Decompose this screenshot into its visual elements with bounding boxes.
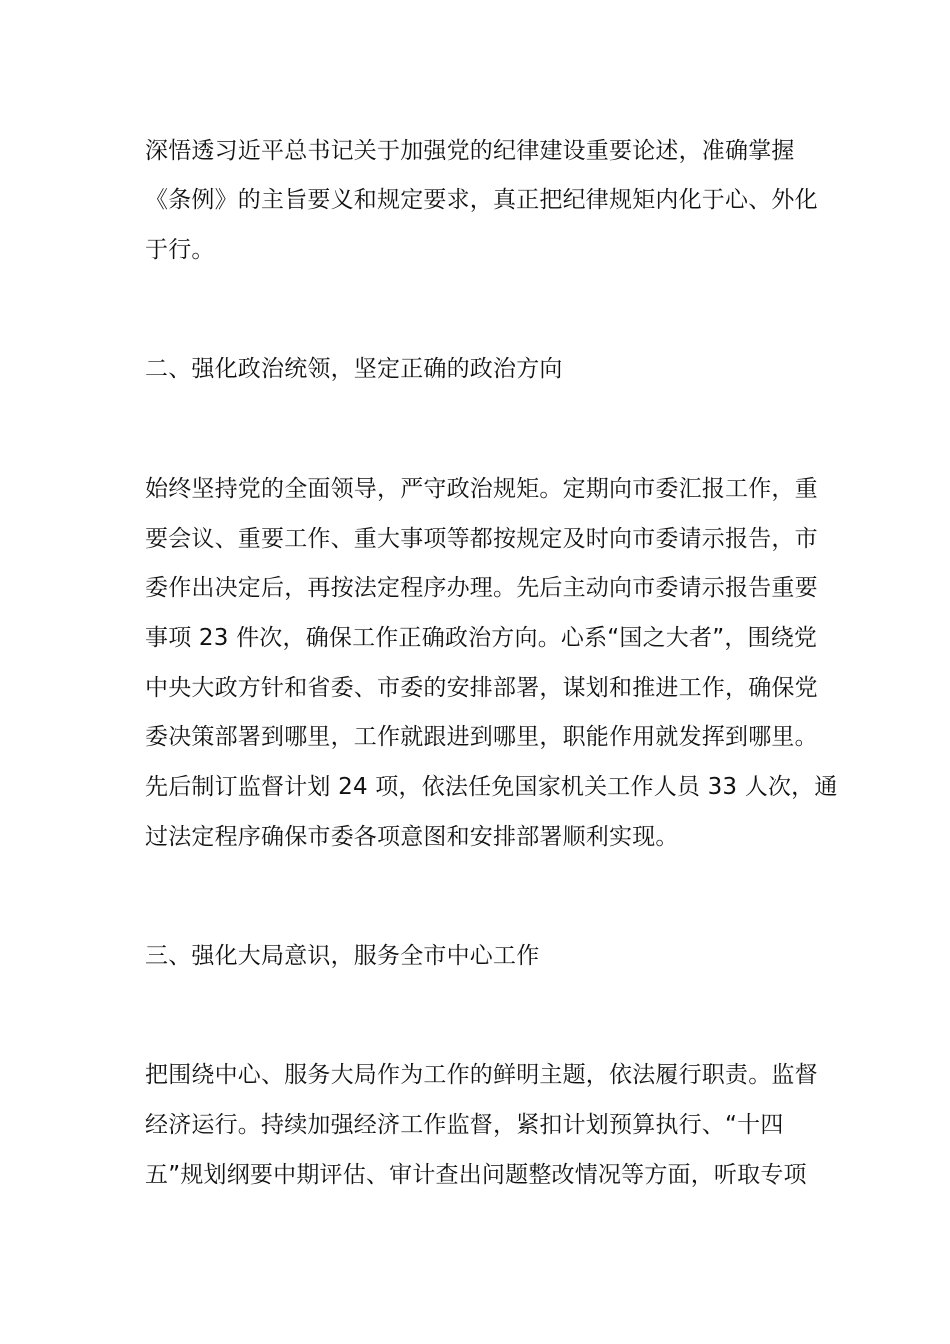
paragraph-2-line: 先后制订监督计划 24 项，依法任免国家机关工作人员 33 人次，通 (145, 774, 838, 800)
paragraph-2-line: 中央大政方针和省委、市委的安排部署，谋划和推进工作，确保党 (145, 675, 818, 701)
paragraph-2-line: 委决策部署到哪里，工作就跟进到哪里，职能作用就发挥到哪里。 (145, 724, 818, 750)
paragraph-2-line: 委作出决定后，再按法定程序办理。先后主动向市委请示报告重要 (145, 575, 818, 601)
paragraph-3-line: 五”规划纲要中期评估、审计查出问题整改情况等方面，听取专项 (145, 1162, 807, 1188)
section-heading-2: 二、强化政治统领，坚定正确的政治方向 (145, 356, 563, 382)
paragraph-1-line: 深悟透习近平总书记关于加强党的纪律建设重要论述，准确掌握 (145, 138, 795, 164)
paragraph-2-line: 过法定程序确保市委各项意图和安排部署顺利实现。 (145, 824, 679, 850)
paragraph-3-line: 把围绕中心、服务大局作为工作的鲜明主题，依法履行职责。监督 (145, 1062, 818, 1088)
paragraph-2-line: 要会议、重要工作、重大事项等都按规定及时向市委请示报告，市 (145, 526, 818, 552)
paragraph-2-line: 始终坚持党的全面领导，严守政治规矩。定期向市委汇报工作，重 (145, 476, 818, 502)
paragraph-1-line: 《条例》的主旨要义和规定要求，真正把纪律规矩内化于心、外化 (145, 187, 818, 213)
section-heading-3: 三、强化大局意识，服务全市中心工作 (145, 943, 540, 969)
paragraph-3-line: 经济运行。持续加强经济工作监督，紧扣计划预算执行、“十四 (145, 1112, 784, 1138)
paragraph-2-line: 事项 23 件次，确保工作正确政治方向。心系“国之大者”，围绕党 (145, 625, 818, 651)
paragraph-1-line: 于行。 (145, 237, 215, 263)
